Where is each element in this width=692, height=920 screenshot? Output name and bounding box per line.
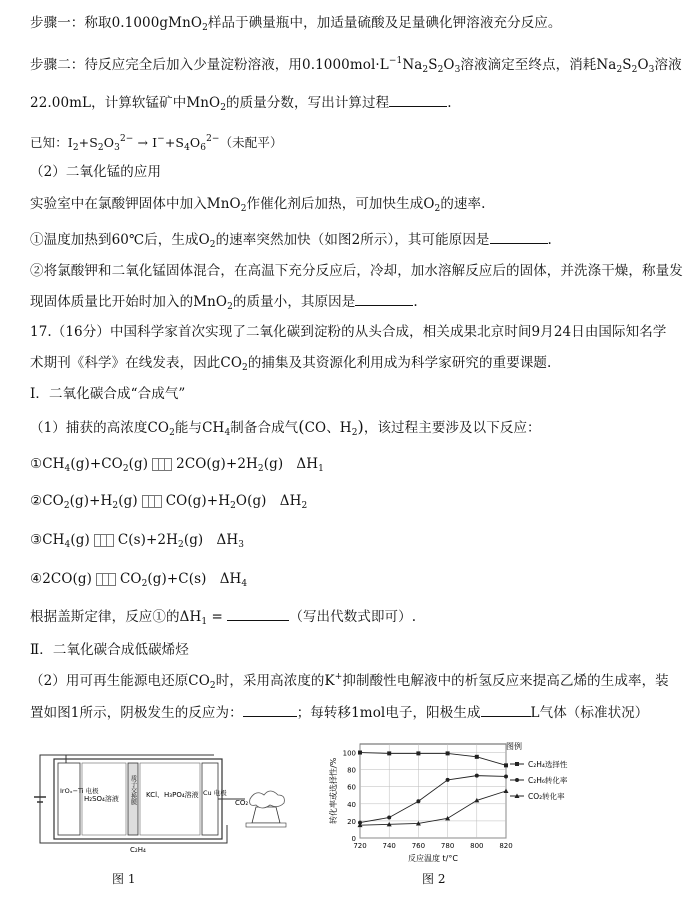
q17-line-2: 术期刊《科学》在线发表，因此$CO_2$的捕集及其资源化利用成为科学家研究的重要课题.	[30, 355, 552, 373]
svg-text:CO₂: CO₂	[235, 799, 249, 807]
cloud-icon	[250, 791, 285, 808]
answer-blank[interactable]	[481, 704, 531, 717]
legend-title: 图例	[506, 742, 522, 751]
data-point	[504, 789, 509, 794]
x-tick-label: 740	[382, 842, 396, 850]
legend-marker	[515, 762, 519, 766]
answer-blank[interactable]	[243, 704, 297, 717]
step1-line: 步骤一：称取0.1000gMnO$_2$样品于碘量瓶中，加适量硫酸及足量碘化钾溶液充分反应。	[30, 15, 562, 33]
figure-2-caption: 图 2	[422, 872, 446, 886]
q2-line-1: ②将氯酸钾和二氧化锰固体混合，在高温下充分反应后，冷却，加水溶解反应后的固体，并洗涤干燥，称量发	[30, 263, 683, 279]
data-point	[504, 763, 508, 767]
y-tick-label: 0	[351, 835, 356, 843]
data-point	[387, 751, 391, 755]
series-line	[360, 791, 506, 825]
data-point	[475, 755, 479, 759]
q1-line: ①温度加热到60℃后，生成$O_2$的速率突然加快（如图2所示），其可能原因是 .	[30, 232, 552, 250]
q2-line-2: 现固体质量比开始时加入的MnO$_2$的质量小，其原因是 .	[30, 294, 418, 312]
data-point	[475, 774, 479, 778]
step3-line: 22.00mL，计算软锰矿中MnO$_2$的质量分数，写出计算过程 .	[30, 95, 452, 113]
svg-text:H₂SO₄溶液: H₂SO₄溶液	[84, 795, 119, 803]
x-tick-label: 760	[411, 842, 426, 850]
x-tick-label: 820	[499, 842, 513, 850]
legend-label: CO₂转化率	[528, 792, 565, 801]
reaction-3: $③CH_4(g)$ $C(s)+2H_2(g)$ $\Delta H_3$	[30, 532, 245, 550]
p1-line: （1）捕获的高浓度$CO_2$能与$CH_4$制备合成气(CO、$H_2$)，该过程主要涉及以下反应：	[30, 417, 541, 438]
data-point	[416, 799, 420, 803]
known-line: 已知：$I_2+S_2O_3^{2-} \to I^-+S_4O_6^{2-}$（未配平）	[30, 134, 283, 153]
right-electrode	[202, 763, 218, 835]
figure-1-apparatus	[30, 735, 300, 860]
svg-text:KCl、H₃PO₄溶液: KCl、H₃PO₄溶液	[146, 791, 199, 799]
answer-blank[interactable]	[227, 608, 289, 621]
answer-blank[interactable]	[355, 293, 413, 306]
part-ii-heading: Ⅱ．二氧化碳合成低碳烯烃	[30, 642, 189, 658]
step2-line: 步骤二：待反应完全后加入少量淀粉溶液，用$0.1000mol\cdot L^{-1}Na_2S_2O_3$溶液滴定至终点，消耗$Na_2S_2O_3$溶液	[30, 56, 682, 75]
legend-marker	[515, 778, 519, 782]
chart-ylabel: 转化率或选择性/%	[329, 757, 338, 824]
y-tick-label: 80	[347, 766, 356, 775]
legend-label: C₂H₆转化率	[528, 776, 568, 785]
lab-line: 实验室中在氯酸钾固体中加入MnO$_2$作催化剂后加热，可加快生成$O_2$的速率.	[30, 196, 486, 214]
chart-legend	[506, 741, 568, 801]
data-point	[445, 816, 450, 821]
svg-text:IrOₓ−Ti 电极: IrOₓ−Ti 电极	[60, 787, 99, 795]
hess-line: 根据盖斯定律，反应①的$\Delta H_1$ = （写出代数式即可）.	[30, 609, 417, 627]
svg-text:C₂H₄: C₂H₄	[130, 846, 146, 854]
data-point	[504, 774, 508, 778]
p2-line-1: （2）用可再生能源电还原$CO_2$时，采用高浓度的K+抑制酸性电解液中的析氢反应来提高乙烯的生成率，装	[30, 672, 669, 691]
y-tick-label: 100	[342, 749, 356, 758]
data-point	[358, 751, 362, 755]
x-tick-label: 780	[440, 842, 455, 850]
y-tick-label: 60	[347, 783, 356, 792]
part-i-heading: Ⅰ．二氧化碳合成“合成气”	[30, 386, 186, 402]
reaction-4: ④2CO(g) $CO_2(g)+C(s)$ $\Delta H_4$	[30, 571, 248, 589]
data-point	[446, 778, 450, 782]
svg-text:Cu 电极: Cu 电极	[203, 789, 227, 797]
figure-2-chart	[328, 734, 598, 864]
chart-xlabel: 反应温度 t/°C	[408, 854, 458, 863]
reaction-1: $①CH_4(g)+CO_2(g)$ $2CO(g)+2H_2(g)$ $\Delta H_1$	[30, 456, 324, 474]
x-tick-label: 800	[470, 842, 484, 850]
p2-line-2: 置如图1所示，阴极发生的反应为： ；每转移1mol电子，阳极生成 L气体（标准状况）	[30, 705, 649, 721]
series-line	[360, 776, 506, 823]
reaction-2: $②CO_2(g)+H_2(g)$ $CO(g)+H_2O(g)$ $\Delta H_2$	[30, 493, 308, 511]
answer-blank[interactable]	[490, 231, 548, 244]
chimney-icon	[252, 807, 280, 823]
series-line	[360, 753, 506, 766]
section-2-heading: （2）二氧化锰的应用	[30, 164, 162, 180]
left-electrode	[58, 763, 80, 835]
y-tick-label: 40	[347, 800, 356, 809]
data-point	[416, 751, 420, 755]
y-tick-label: 20	[347, 817, 356, 826]
q17-line-1: 17.（16分）中国科学家首次实现了二氧化碳到淀粉的从头合成，相关成果北京时间9月24日由国际知名学	[30, 324, 667, 340]
svg-text:质子交换膜: 质子交换膜	[129, 775, 137, 805]
data-point	[387, 815, 391, 819]
figure-1-caption: 图 1	[112, 872, 136, 886]
x-tick-label: 720	[353, 842, 367, 850]
answer-blank[interactable]	[389, 94, 447, 107]
data-point	[446, 751, 450, 755]
legend-label: C₂H₄选择性	[528, 760, 568, 769]
